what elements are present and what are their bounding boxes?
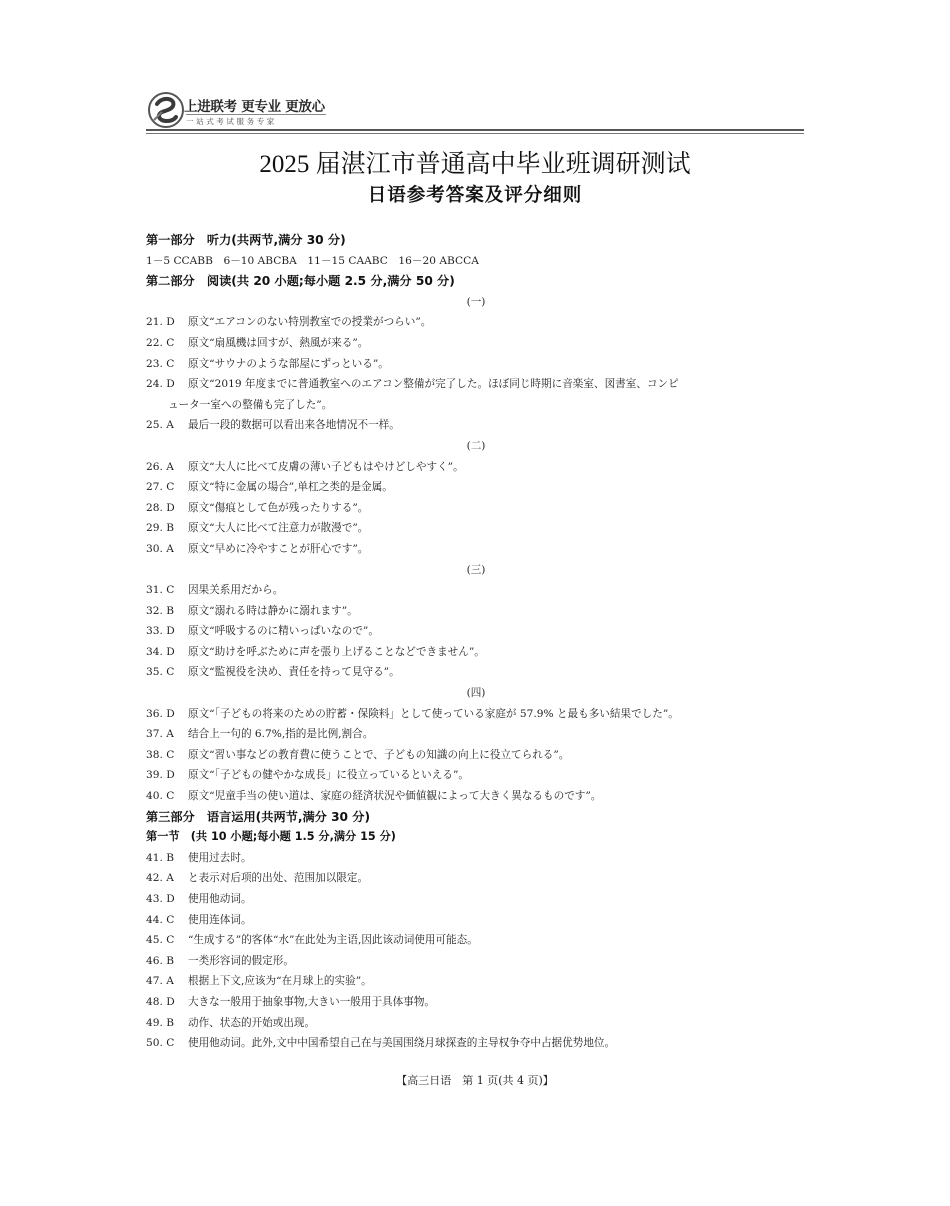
answer-item [146, 662, 806, 683]
answer-number: 24. D [146, 378, 175, 391]
answer-number: 30. A [146, 542, 174, 555]
answer-item [146, 745, 806, 766]
answer-number: 50. C [146, 1037, 175, 1050]
page-title: 2025 届湛江市普通高中毕业班调研测试 [259, 151, 691, 178]
answer-item [146, 992, 806, 1013]
answer-explanation: 原文“傷痕として色が残ったりする”。 [188, 501, 369, 514]
answer-number: 43. D [146, 893, 175, 905]
answer-number: 25. A [146, 419, 174, 432]
answer-item [146, 868, 806, 889]
answer-item [146, 518, 806, 539]
answer-item [146, 765, 806, 786]
answer-item [146, 889, 806, 910]
answer-explanation: 原文“エアコンのない特別教室での授業がつらい”。 [188, 316, 432, 329]
answer-number: 31. C [146, 584, 175, 597]
answer-item [146, 786, 806, 807]
answer-item [146, 539, 806, 560]
answer-item [146, 704, 806, 725]
answer-explanation: 原文“特に金属の場合”,单杠之类的是金属。 [188, 481, 393, 494]
answer-item [146, 1013, 806, 1034]
answer-explanation: 原文“サウナのような部屋にずっといる”。 [188, 357, 389, 370]
part2-heading: 第二部分 阅读(共 20 小题;每小题 2.5 分,满分 50 分) [146, 274, 455, 289]
answer-explanation: 使用他动词。 [188, 893, 252, 905]
part3-section1-heading: 第一节 (共 10 小题;每小题 1.5 分,满分 15 分) [146, 830, 396, 844]
answer-item [146, 354, 806, 375]
answer-number: 38. C [146, 748, 175, 761]
answer-item [146, 580, 806, 601]
answer-explanation: と表示对后项的出处、范围加以限定。 [188, 872, 369, 885]
answer-explanation: 原文“「子どもの将来のための貯蓄・保険料」として使っている家庭が 57.9% と最も多い結果でした”。 [188, 707, 679, 720]
section-label: (一) [466, 295, 486, 308]
section-label: (二) [466, 439, 486, 452]
answer-number: 49. B [146, 1016, 174, 1029]
answer-explanation: 动作、状态的开始或出现。 [188, 1016, 316, 1029]
answer-number: 32. B [146, 604, 174, 617]
part3-heading: 第三部分 语言运用(共两节,满分 30 分) [146, 809, 371, 824]
answer-item [146, 312, 806, 333]
brand-logo-icon [146, 90, 186, 130]
answer-number: 22. C [146, 336, 175, 349]
answer-explanation: 因果关系用だから。 [188, 584, 284, 597]
answer-explanation: 使用他动词。此外,文中中国希望自己在与美国围绕月球探查的主导权争夺中占据优势地位。 [188, 1037, 616, 1050]
answer-explanation: 原文“監視役を決め、責任を持って見守る”。 [188, 666, 400, 679]
header-divider-thick [146, 129, 804, 131]
answer-number: 27. C [146, 481, 175, 494]
page-footer: 【高三日语 第 1 页(共 4 页)】 [396, 1074, 554, 1087]
brand-slogan: 上进联考 更专业 更放心 [184, 99, 325, 115]
answer-number: 44. C [146, 913, 175, 926]
brand-tagline: 一站式考试服务专家 [186, 114, 326, 128]
answer-item [146, 498, 806, 519]
answer-number: 47. A [146, 975, 174, 988]
page-subtitle: 日语参考答案及评分细则 [367, 185, 583, 206]
answer-explanation: 使用连体词。 [188, 913, 252, 926]
answer-number: 36. D [146, 707, 175, 720]
answer-explanation: 原文“「子どもの健やかな成長」に役立っているといえる”。 [188, 769, 469, 782]
answer-number: 39. D [146, 769, 175, 782]
answer-item [146, 621, 806, 642]
answer-continuation: ュータ一室への整備も完了した”。 [168, 398, 333, 411]
answer-explanation: 原文“助けを呼ぶために声を張り上げることなどできません”。 [188, 645, 485, 658]
answer-number: 21. D [146, 316, 175, 329]
answer-item [146, 457, 806, 478]
answer-item [146, 477, 806, 498]
answer-explanation: 最后一段的数据可以看出来各地情况不一样。 [188, 419, 400, 432]
answer-item [146, 848, 806, 869]
answer-explanation: 根据上下文,应该为“在月球上的实验”。 [188, 975, 372, 988]
answer-number: 45. C [146, 934, 175, 947]
answer-item [146, 1033, 806, 1054]
answer-item [146, 601, 806, 622]
answer-number: 23. C [146, 357, 175, 370]
part1-heading: 第一部分 听力(共两节,满分 30 分) [146, 233, 346, 247]
brand-header [146, 90, 806, 132]
answer-explanation: 原文“呼吸するのに精いっぱいなので”。 [188, 625, 379, 638]
answer-number: 29. B [146, 522, 174, 535]
answer-item [146, 971, 806, 992]
answer-item [146, 930, 806, 951]
answer-number: 26. A [146, 460, 174, 473]
answer-content [146, 230, 806, 1054]
answer-item [146, 333, 806, 354]
answer-number: 34. D [146, 645, 175, 658]
answer-explanation: 结合上一句的 6.7%,指的是比例,割合。 [188, 728, 374, 741]
answer-item [146, 374, 806, 395]
answer-explanation: 一类形容词的假定形。 [188, 954, 294, 967]
part1-answers: 1－5 CCABB 6－10 ABCBA 11－15 CAABC 16－20 ABCCA [146, 254, 479, 267]
answer-item [146, 951, 806, 972]
answer-number: 42. A [146, 872, 174, 885]
answer-explanation: 使用过去时。 [188, 851, 252, 864]
answer-explanation: 原文“習い事などの教育費に使うことで、子どもの知識の向上に役立てられる”。 [188, 748, 570, 761]
answer-number: 33. D [146, 625, 175, 638]
answer-explanation: 原文“扇風機は回すが、熱風が来る”。 [188, 336, 369, 349]
answer-number: 46. B [146, 954, 174, 967]
answer-number: 48. D [146, 995, 175, 1008]
answer-item [146, 724, 806, 745]
answer-explanation: 原文“大人に比べて皮膚の薄い子どもはやけどしやすく”。 [188, 460, 464, 473]
answer-number: 28. D [146, 501, 175, 514]
answer-explanation: 原文“早めに冷やすことが肝心です”。 [188, 542, 369, 555]
answer-explanation: 原文“2019 年度までに普通教室へのエアコン整備が完了した。ほぼ同じ時期に音楽室、図書室、コンピ [188, 378, 679, 391]
answer-explanation: 原文“溺れる時は静かに溺れます”。 [188, 604, 358, 617]
section-label: (四) [466, 687, 486, 700]
answer-explanation: 原文“児童手当の使い道は、家庭の経済状況や価値観によって大きく異なるものです”。 [188, 790, 602, 803]
section-label: (三) [466, 563, 486, 576]
answer-item [146, 415, 806, 436]
answer-number: 40. C [146, 790, 175, 803]
answer-explanation: 原文“大人に比べて注意力が散漫で”。 [188, 522, 369, 535]
answer-number: 41. B [146, 851, 174, 864]
answer-item [146, 642, 806, 663]
answer-explanation: 大きな一般用于抽象事物,大きい一般用于具体事物。 [188, 995, 436, 1008]
answer-number: 37. A [146, 728, 174, 741]
answer-explanation: “生成する”的客体“水”在此处为主语,因此该动词使用可能态。 [188, 934, 478, 947]
answer-number: 35. C [146, 666, 175, 679]
header-divider-thin [146, 133, 804, 134]
answer-item [146, 910, 806, 931]
